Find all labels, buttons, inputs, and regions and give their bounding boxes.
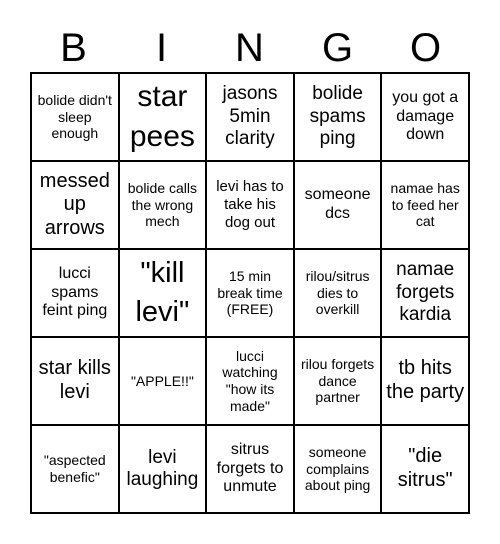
bingo-cell[interactable]: bolide didn't sleep enough [31,73,119,161]
bingo-cell[interactable]: sitrus forgets to unmute [206,425,294,513]
bingo-cell[interactable]: jasons 5min clarity [206,73,294,161]
bingo-cell[interactable]: bolide calls the wrong mech [119,161,207,249]
bingo-cell[interactable]: rilou/sitrus dies to overkill [294,249,382,337]
bingo-cell[interactable]: "die sitrus" [381,425,469,513]
header-letter-g: G [321,26,355,70]
bingo-cell[interactable]: bolide spams ping [294,73,382,161]
bingo-cell[interactable]: namae forgets kardia [381,249,469,337]
bingo-cell[interactable]: someone dcs [294,161,382,249]
bingo-cell[interactable]: 15 min break time (FREE) [206,249,294,337]
bingo-cell[interactable]: you got a damage down [381,73,469,161]
bingo-cell[interactable]: star pees [119,73,207,161]
bingo-cell[interactable]: rilou forgets dance partner [294,337,382,425]
header-letter-i: I [155,26,169,70]
header-letter-b: B [60,26,88,70]
bingo-cell[interactable]: lucci spams feint ping [31,249,119,337]
header-letter-o: O [409,26,443,70]
bingo-cell[interactable]: star kills levi [31,337,119,425]
bingo-cell[interactable]: tb hits the party [381,337,469,425]
bingo-cell[interactable]: levi laughing [119,425,207,513]
bingo-cell[interactable]: "kill levi" [119,249,207,337]
bingo-grid [30,72,470,514]
bingo-cell[interactable]: messed up arrows [31,161,119,249]
bingo-header [30,22,470,74]
bingo-cell[interactable]: namae has to feed her cat [381,161,469,249]
bingo-cell[interactable]: "aspected benefic" [31,425,119,513]
bingo-cell[interactable]: lucci watching "how its made" [206,337,294,425]
bingo-cell[interactable]: levi has to take his dog out [206,161,294,249]
bingo-cell[interactable]: "APPLE!!" [119,337,207,425]
header-letter-n: N [235,26,265,70]
bingo-cell[interactable]: someone complains about ping [294,425,382,513]
